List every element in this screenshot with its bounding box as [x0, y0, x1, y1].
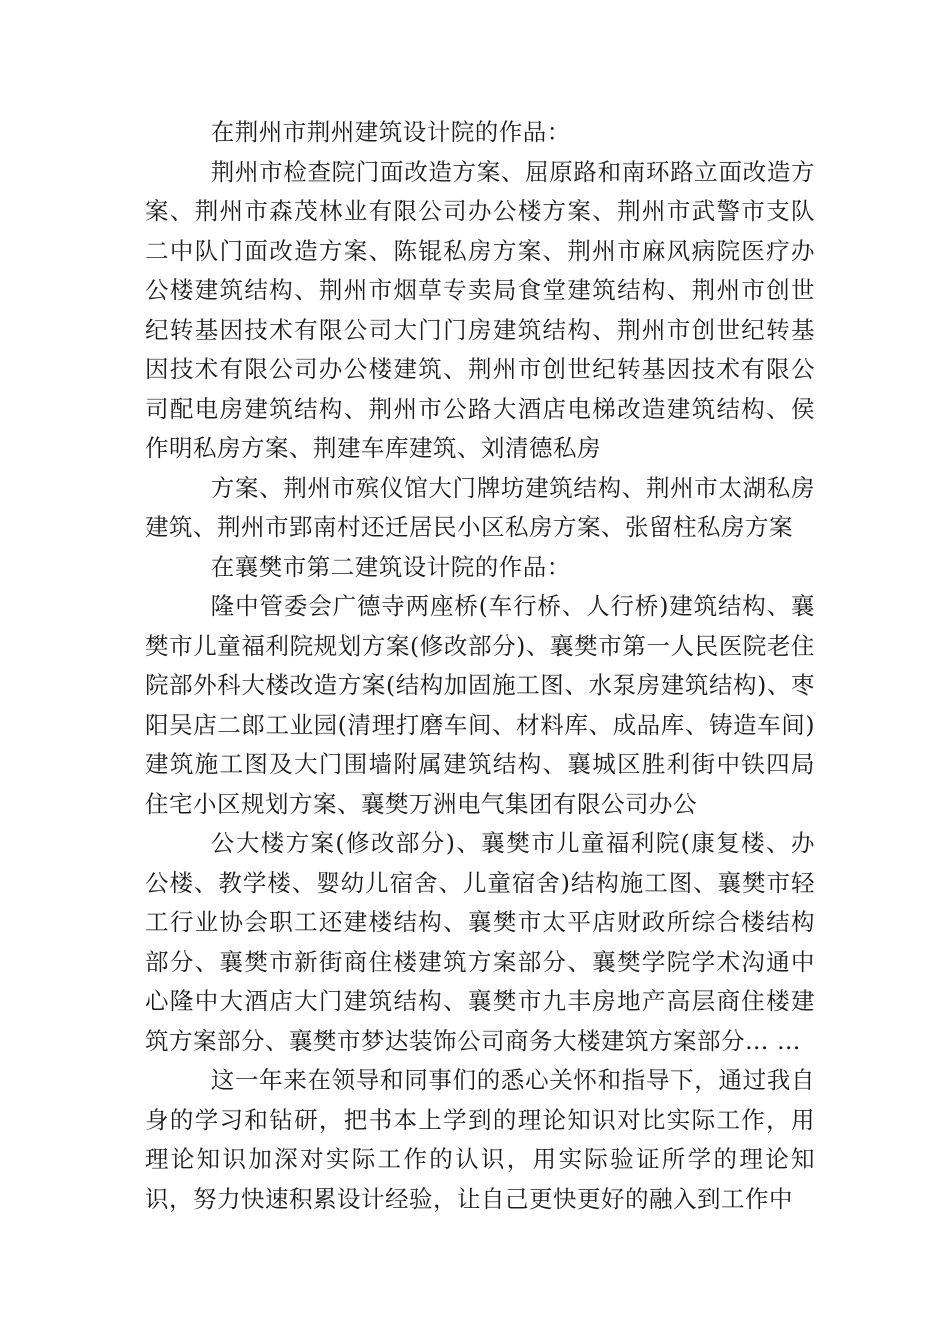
paragraph-year-summary: 这一年来在领导和同事们的悉心关怀和指导下，通过我自身的学习和钻研，把书本上学到的理论知识对比实际工作，用理论知识加深对实际工作的认识，用实际验证所学的理论知识，努力快速积累设计经验，让自己更快更好的融入到工作中: [145, 1066, 815, 1213]
paragraph-jingzhou-works-continued: 方案、荆州市殡仪馆大门牌坊建筑结构、荆州市太湖私房建筑、荆州市郢南村还迁居民小区私房方案、张留柱私房方案: [145, 473, 815, 541]
paragraph-xiangfan-works: 隆中管委会广德寺两座桥(车行桥、人行桥)建筑结构、襄樊市儿童福利院规划方案(修改部分)、襄樊市第一人民医院老住院部外科大楼改造方案(结构加固施工图、水泵房建筑结构)、枣阳吴店二郎工业园(清理打磨车间、材料库、成品库、铸造车间)建筑施工图及大门围墙附属建筑结构、襄城区胜利街中铁四局住宅小区规划方案、襄樊万洲电气集团有限公司办公: [145, 592, 815, 818]
paragraph-jingzhou-heading: 在荆州市荆州建筑设计院的作品：: [210, 118, 571, 146]
paragraph-xiangfan-heading: 在襄樊市第二建筑设计院的作品：: [210, 552, 571, 581]
document-body: [145, 113, 815, 1219]
paragraph-jingzhou-works: 荆州市检查院门面改造方案、屈原路和南环路立面改造方案、荆州市森茂林业有限公司办公楼方案、荆州市武警市支队二中队门面改造方案、陈锟私房方案、荆州市麻风病院医疗办公楼建筑结构、荆州市烟草专卖局食堂建筑结构、荆州市创世纪转基因技术有限公司大门门房建筑结构、荆州市创世纪转基因技术有限公司办公楼建筑、荆州市创世纪转基因技术有限公司配电房建筑结构、荆州市公路大酒店电梯改造建筑结构、侯作明私房方案、荆建车库建筑、刘清德私房: [145, 157, 815, 462]
paragraph-xiangfan-works-continued: 公大楼方案(修改部分)、襄樊市儿童福利院(康复楼、办公楼、教学楼、婴幼儿宿舍、儿童宿舍)结构施工图、襄樊市轻工行业协会职工还建楼结构、襄樊市太平店财政所综合楼结构部分、襄樊市新街商住楼建筑方案部分、襄樊学院学术沟通中心隆中大酒店大门建筑结构、襄樊市九丰房地产高层商住楼建筑方案部分、襄樊市梦达装饰公司商务大楼建筑方案部分… …: [145, 829, 815, 1055]
